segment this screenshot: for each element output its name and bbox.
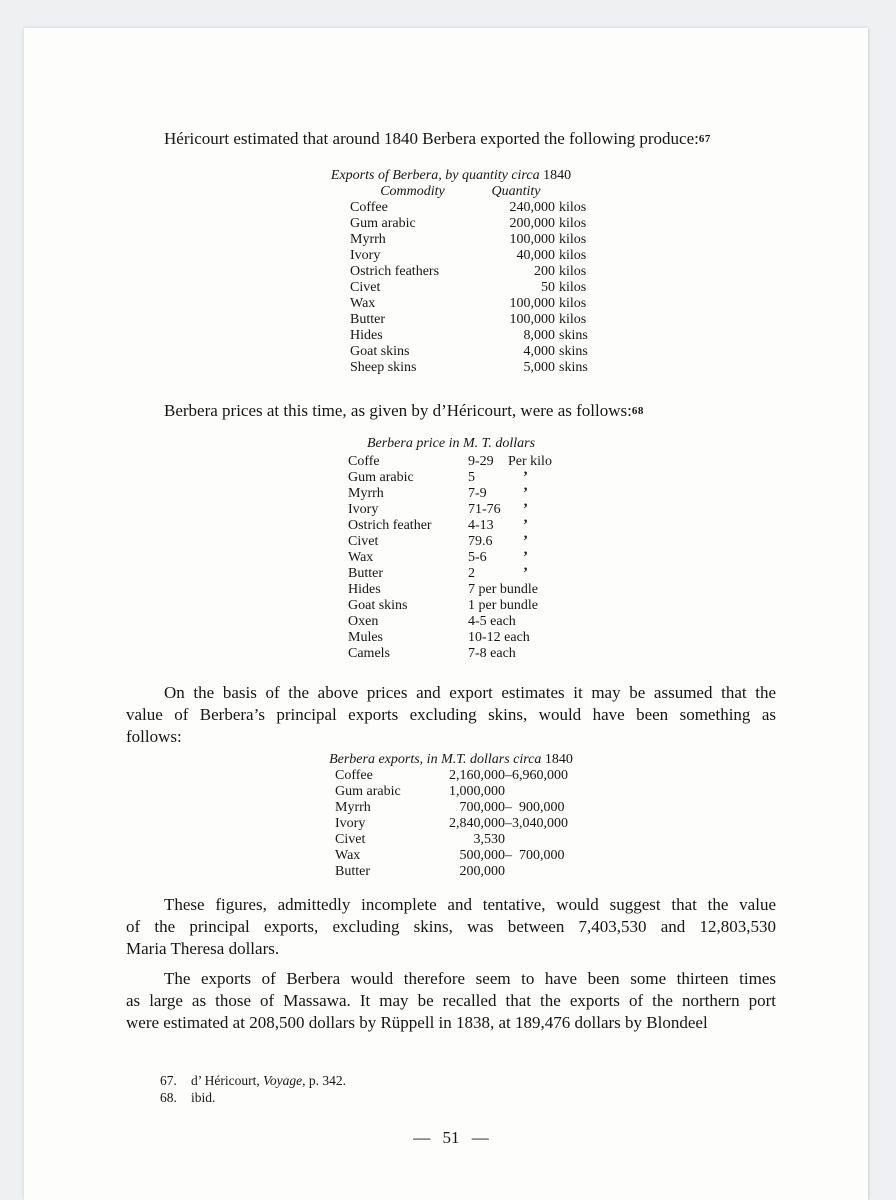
quantity-cell: 8,000 xyxy=(523,328,555,343)
table-row xyxy=(335,864,776,880)
quantity-cell: 4,000 xyxy=(523,344,555,359)
table-row xyxy=(350,344,776,360)
table-row xyxy=(348,454,776,470)
table3-title xyxy=(126,752,776,768)
commodity-cell: Oxen xyxy=(348,614,379,629)
footnote-text: d’ Héricourt, xyxy=(191,1073,264,1088)
unit-cell: skins xyxy=(559,344,588,359)
commodity-cell: Sheep skins xyxy=(350,360,417,375)
paragraph-line: Maria Theresa dollars. xyxy=(126,939,280,958)
commodity-cell: Civet xyxy=(335,832,366,847)
price-cell: 7 per bundle xyxy=(468,582,538,597)
value-cell: 200,000 xyxy=(459,864,505,879)
quantity-cell: 200 xyxy=(534,264,555,279)
unit-cell: kilos xyxy=(559,200,587,215)
paragraph-line: as large as those of Massawa. It may be recalled that the exports of the northern port xyxy=(126,991,776,1010)
footnotes-section xyxy=(160,1072,776,1106)
value-cell: 1,000,000 xyxy=(449,784,505,799)
table-row xyxy=(348,614,776,630)
unit-cell: kilos xyxy=(559,248,587,263)
quantity-cell: 100,000 xyxy=(509,296,555,311)
quantity-cell: 240,000 xyxy=(509,200,555,215)
quantity-cell: 40,000 xyxy=(516,248,555,263)
table-row xyxy=(348,470,776,486)
table-exports-by-quantity xyxy=(350,184,776,376)
value-cell: 3,530 xyxy=(473,832,505,847)
paragraph-line: of the principal exports, excluding skins, was between 7,403,530 and 12,803,530 xyxy=(126,917,776,936)
paragraph-hericourt-estimate xyxy=(126,128,776,150)
commodity-cell: Hides xyxy=(350,328,383,343)
table-row xyxy=(350,216,776,232)
unit-cell: kilos xyxy=(559,232,587,247)
commodity-cell: Butter xyxy=(348,566,383,581)
table1-title-year: 1840 xyxy=(543,168,572,183)
paragraph-text: Berbera prices at this time, as given by d’Héricourt, were as follows: xyxy=(164,401,632,420)
table-row xyxy=(348,566,776,582)
commodity-cell: Ivory xyxy=(348,502,379,517)
commodity-cell: Camels xyxy=(348,646,390,661)
price-cell: 71-76 xyxy=(468,502,501,517)
page-content xyxy=(24,28,868,1148)
price-cell: 10-12 each xyxy=(468,630,530,645)
footnote-reference-67: 67 xyxy=(698,133,711,145)
paragraph-line: follows: xyxy=(126,727,182,746)
table-row xyxy=(350,312,776,328)
price-cell: 79.6 xyxy=(468,534,493,549)
commodity-cell: Myrrh xyxy=(348,486,384,501)
paragraph-line: were estimated at 208,500 dollars by Rüppell in 1838, at 189,476 dollars by Blondeel xyxy=(126,1013,708,1032)
commodity-cell: Butter xyxy=(350,312,385,327)
quantity-cell: 100,000 xyxy=(509,232,555,247)
value-cell: 2,840,000 xyxy=(449,816,505,831)
unit-cell: skins xyxy=(559,360,588,375)
ditto-mark: ’ xyxy=(523,533,528,549)
table-export-values xyxy=(335,768,776,880)
table-row xyxy=(348,582,776,598)
commodity-cell: Gum arabic xyxy=(335,784,401,799)
table-row xyxy=(350,232,776,248)
table-row xyxy=(350,360,776,376)
paragraph-line xyxy=(126,128,776,150)
commodity-cell: Myrrh xyxy=(335,800,371,815)
ditto-mark: ’ xyxy=(523,485,528,501)
unit-cell: skins xyxy=(559,328,588,343)
price-cell: 7-8 each xyxy=(468,646,516,661)
unit-cell: Per kilo xyxy=(508,454,552,469)
table-row xyxy=(335,800,776,816)
table-row xyxy=(348,598,776,614)
ditto-mark: ’ xyxy=(523,517,528,533)
price-cell: 9-29 xyxy=(468,454,494,469)
price-cell: 4-13 xyxy=(468,518,494,533)
page-number: — 51 — xyxy=(413,1128,489,1147)
commodity-cell: Ivory xyxy=(350,248,381,263)
value-cell: 2,160,000 xyxy=(449,768,505,783)
quantity-cell: 200,000 xyxy=(509,216,555,231)
table-row xyxy=(350,296,776,312)
table-row xyxy=(350,264,776,280)
paragraph-text: Héricourt estimated that around 1840 Berbera exported the following produce: xyxy=(164,129,699,148)
table-row xyxy=(348,534,776,550)
price-cell: 4-5 each xyxy=(468,614,516,629)
paragraph-line: On the basis of the above prices and export estimates it may be assumed that the xyxy=(164,683,776,702)
paragraph-berbera-prices xyxy=(126,400,776,422)
paragraph-thirteen-times xyxy=(126,968,776,1034)
paragraph-line: These figures, admittedly incomplete and tentative, would suggest that the value xyxy=(164,895,776,914)
commodity-cell: Myrrh xyxy=(350,232,386,247)
price-cell: 1 per bundle xyxy=(468,598,538,613)
commodity-cell: Mules xyxy=(348,630,383,645)
table1-header-quantity: Quantity xyxy=(491,184,541,199)
paragraph-line xyxy=(126,400,776,422)
footnote-number: 67. xyxy=(160,1073,177,1088)
price-cell: 2 xyxy=(468,566,475,581)
paragraph-line: value of Berbera’s principal exports excluding skins, would have been something as xyxy=(126,705,776,724)
footnote-reference-68: 68 xyxy=(631,405,644,417)
price-cell: 5-6 xyxy=(468,550,487,565)
ditto-mark: ’ xyxy=(523,565,528,581)
quantity-cell: 50 xyxy=(541,280,555,295)
table-row xyxy=(350,248,776,264)
table3-title-italic: Berbera exports, in M.T. dollars circa xyxy=(329,752,542,767)
commodity-cell: Coffee xyxy=(350,200,388,215)
value-cell: 500,000 xyxy=(459,848,505,863)
footnote-text: , p. 342. xyxy=(302,1073,346,1088)
ditto-mark: ’ xyxy=(523,549,528,565)
table-row xyxy=(348,646,776,662)
commodity-cell: Gum arabic xyxy=(350,216,416,231)
commodity-cell: Butter xyxy=(335,864,370,879)
commodity-cell: Hides xyxy=(348,582,381,597)
unit-cell: kilos xyxy=(559,296,587,311)
table-row xyxy=(348,502,776,518)
scanned-book-page xyxy=(24,28,868,1200)
table-row xyxy=(335,848,776,864)
commodity-cell: Civet xyxy=(350,280,381,295)
quantity-cell: 100,000 xyxy=(509,312,555,327)
quantity-cell: 5,000 xyxy=(523,360,555,375)
ditto-mark: ’ xyxy=(523,501,528,517)
footnote-67 xyxy=(160,1072,776,1089)
commodity-cell: Ivory xyxy=(335,816,366,831)
table-row xyxy=(335,784,776,800)
table1-title xyxy=(126,168,776,184)
table1-title-italic: Exports of Berbera, by quantity circa xyxy=(330,168,540,183)
paragraph-line: The exports of Berbera would therefore seem to have been some thirteen times xyxy=(164,969,776,988)
table-row xyxy=(335,816,776,832)
table-row xyxy=(348,518,776,534)
unit-cell: kilos xyxy=(559,216,587,231)
table1-header-row xyxy=(350,184,776,200)
footnote-text: ibid. xyxy=(191,1090,216,1105)
footnote-number: 68. xyxy=(160,1090,177,1105)
table-row xyxy=(335,768,776,784)
price-cell: 5 xyxy=(468,470,475,485)
commodity-cell: Wax xyxy=(335,848,361,863)
value-range-cell: – 700,000 xyxy=(505,848,565,863)
commodity-cell: Civet xyxy=(348,534,379,549)
value-range-cell: – 900,000 xyxy=(505,800,565,815)
value-range-cell: –6,960,000 xyxy=(505,768,568,783)
table1-header-commodity: Commodity xyxy=(380,184,445,199)
table-berbera-prices xyxy=(348,454,776,662)
commodity-cell: Gum arabic xyxy=(348,470,414,485)
table-row xyxy=(350,280,776,296)
paragraph-value-assumption xyxy=(126,682,776,748)
value-range-cell: –3,040,000 xyxy=(505,816,568,831)
commodity-cell: Coffee xyxy=(335,768,373,783)
commodity-cell: Ostrich feather xyxy=(348,518,432,533)
commodity-cell: Coffe xyxy=(348,454,380,469)
table-row xyxy=(348,486,776,502)
commodity-cell: Wax xyxy=(350,296,376,311)
table-row xyxy=(348,550,776,566)
table2-title-italic: Berbera price in M. T. dollars xyxy=(366,436,536,451)
table-row xyxy=(350,328,776,344)
commodity-cell: Ostrich feathers xyxy=(350,264,440,279)
table-row xyxy=(348,630,776,646)
paragraph-figures-tentative xyxy=(126,894,776,960)
footnote-68 xyxy=(160,1089,776,1106)
price-cell: 7-9 xyxy=(468,486,487,501)
unit-cell: kilos xyxy=(559,312,587,327)
unit-cell: kilos xyxy=(559,280,587,295)
table-row xyxy=(350,200,776,216)
unit-cell: kilos xyxy=(559,264,587,279)
table-row xyxy=(335,832,776,848)
footnote-work-title: Voyage xyxy=(263,1073,303,1088)
commodity-cell: Wax xyxy=(348,550,374,565)
commodity-cell: Goat skins xyxy=(350,344,410,359)
ditto-mark: ’ xyxy=(523,469,528,485)
table3-title-year: 1840 xyxy=(544,752,573,767)
value-cell: 700,000 xyxy=(459,800,505,815)
commodity-cell: Goat skins xyxy=(348,598,408,613)
table2-title xyxy=(126,436,776,452)
